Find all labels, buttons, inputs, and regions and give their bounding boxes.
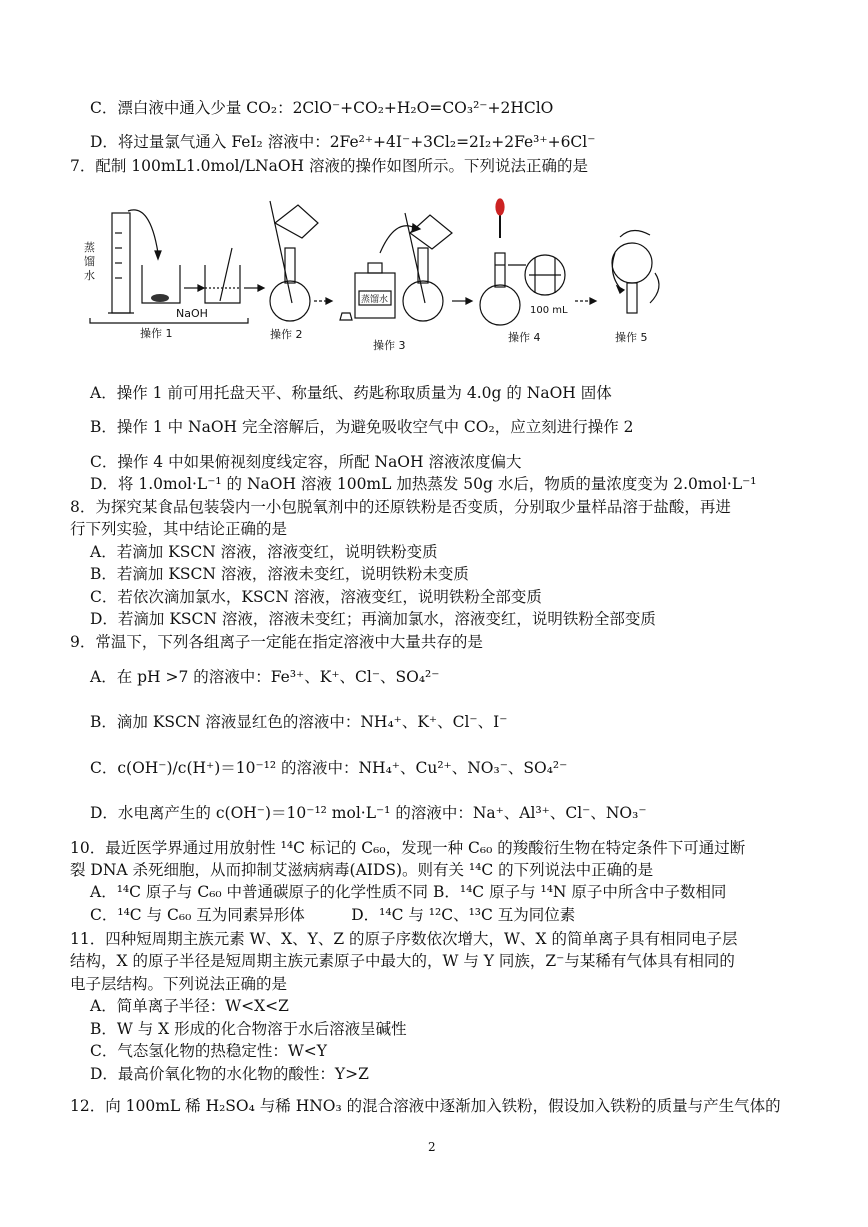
q6-option-d: D．将过量氯气通入 FeI₂ 溶液中：2Fe²⁺+4I⁻+3Cl₂=2I₂+2Fe³⁺+6Cl⁻: [90, 133, 596, 151]
q8-option-a: A．若滴加 KSCN 溶液，溶液变红，说明铁粉变质: [90, 543, 438, 561]
q9-option-d: D．水电离产生的 c(OH⁻)＝10⁻¹² mol·L⁻¹ 的溶液中：Na⁺、Al³⁺、Cl⁻、NO₃⁻: [90, 804, 647, 822]
bottle-label: 蒸馏水: [361, 295, 389, 305]
q7-option-d: D．将 1.0mol·L⁻¹ 的 NaOH 溶液 100mL 加热蒸发 50g 水后，物质的量浓度变为 2.0mol·L⁻¹: [90, 475, 757, 493]
inverted-flask-icon: [612, 243, 652, 283]
q8-stem-cont: 行下列实验，其中结论正确的是: [70, 520, 288, 538]
op2-label: 操作 2: [270, 328, 303, 341]
q11-option-c: C．气态氢化物的热稳定性：W<Y: [90, 1042, 328, 1060]
op1-label: 操作 1: [140, 327, 173, 340]
q9-option-a: A．在 pH >7 的溶液中：Fe³⁺、K⁺、Cl⁻、SO₄²⁻: [90, 668, 440, 686]
q11-option-d: D．最高价氧化物的水化物的酸性：Y>Z: [90, 1065, 369, 1083]
q9-option-c: C．c(OH⁻)/c(H⁺)＝10⁻¹² 的溶液中：NH₄⁺、Cu²⁺、NO₃⁻、SO₄²⁻: [90, 759, 568, 777]
q11-option-a: A．简单离子半径：W<X<Z: [90, 997, 289, 1015]
q7-stem: 7．配制 100mL1.0mol/LNaOH 溶液的操作如图所示。下列说法正确的是: [70, 157, 588, 175]
op4-label: 操作 4: [508, 331, 541, 344]
q7-apparatus-diagram: [80, 193, 680, 353]
q11-stem-cont: 结构，X 的原子半径是短周期主族元素原子中最大的，W 与 Y 同族，Z⁻与某稀有气体具有相同的: [70, 952, 735, 970]
q7-option-b: B．操作 1 中 NaOH 完全溶解后，为避免吸收空气中 CO₂，应立刻进行操作 2: [90, 418, 634, 436]
volumetric-flask-icon: [270, 281, 310, 321]
svg-text:馏: 馏: [84, 255, 95, 268]
q12-stem: 12．向 100mL 稀 H₂SO₄ 与稀 HNO₃ 的混合溶液中逐渐加入铁粉，假设加入铁粉的质量与产生气体的: [70, 1097, 781, 1115]
q8-stem: 8．为探究某食品包装袋内一小包脱氧剂中的还原铁粉是否变质，分别取少量样品溶于盐酸，再进: [70, 498, 731, 516]
q10-stem-cont: 裂 DNA 杀死细胞，从而抑制艾滋病病毒(AIDS)。则有关 ¹⁴C 的下列说法中正确的是: [70, 861, 654, 879]
q10-stem: 10．最近医学界通过用放射性 ¹⁴C 标记的 C₆₀，发现一种 C₆₀ 的羧酸衍生物在特定条件下可通过断: [70, 839, 746, 857]
page-number: 2: [428, 1140, 436, 1154]
op3-label: 操作 3: [373, 339, 406, 352]
q7-option-a: A．操作 1 前可用托盘天平、称量纸、药匙称取质量为 4.0g 的 NaOH 固体: [90, 384, 612, 402]
q10-options-ab: A．¹⁴C 原子与 C₆₀ 中普通碳原子的化学性质不同 B．¹⁴C 原子与 ¹⁴N 原子中所含中子数相同: [90, 883, 727, 901]
mark-label: 100 mL: [530, 305, 568, 316]
beaker-stir-icon: [205, 265, 240, 303]
q9-option-b: B．滴加 KSCN 溶液显红色的溶液中：NH₄⁺、K⁺、Cl⁻、I⁻: [90, 713, 508, 731]
q7-option-c: C．操作 4 中如果俯视刻度线定容，所配 NaOH 溶液浓度偏大: [90, 453, 522, 471]
q6-option-c: C．漂白液中通入少量 CO₂：2ClO⁻+CO₂+H₂O=CO₃²⁻+2HClO: [90, 99, 554, 117]
q10-options-cd: C．¹⁴C 与 C₆₀ 互为同素异形体 D．¹⁴C 与 ¹²C、¹³C 互为同位素: [90, 906, 576, 924]
op5-label: 操作 5: [615, 331, 648, 344]
q11-option-b: B．W 与 X 形成的化合物溶于水后溶液呈碱性: [90, 1020, 407, 1038]
naoh-label: NaOH: [176, 307, 208, 320]
q8-option-c: C．若依次滴加氯水，KSCN 溶液，溶液变红，说明铁粉全部变质: [90, 588, 542, 606]
q11-stem: 11．四种短周期主族元素 W、X、Y、Z 的原子序数依次增大，W、X 的简单离子具有相同电子层: [70, 930, 738, 948]
svg-text:水: 水: [84, 269, 95, 282]
q11-stem-cont2: 电子层结构。下列说法正确的是: [70, 975, 288, 993]
q8-option-d: D．若滴加 KSCN 溶液，溶液未变红；再滴加氯水，溶液变红，说明铁粉全部变质: [90, 610, 656, 628]
q9-stem: 9．常温下，下列各组离子一定能在指定溶液中大量共存的是: [70, 633, 483, 651]
water-label-1: 蒸: [84, 241, 95, 254]
q8-option-b: B．若滴加 KSCN 溶液，溶液未变红，说明铁粉未变质: [90, 565, 469, 583]
